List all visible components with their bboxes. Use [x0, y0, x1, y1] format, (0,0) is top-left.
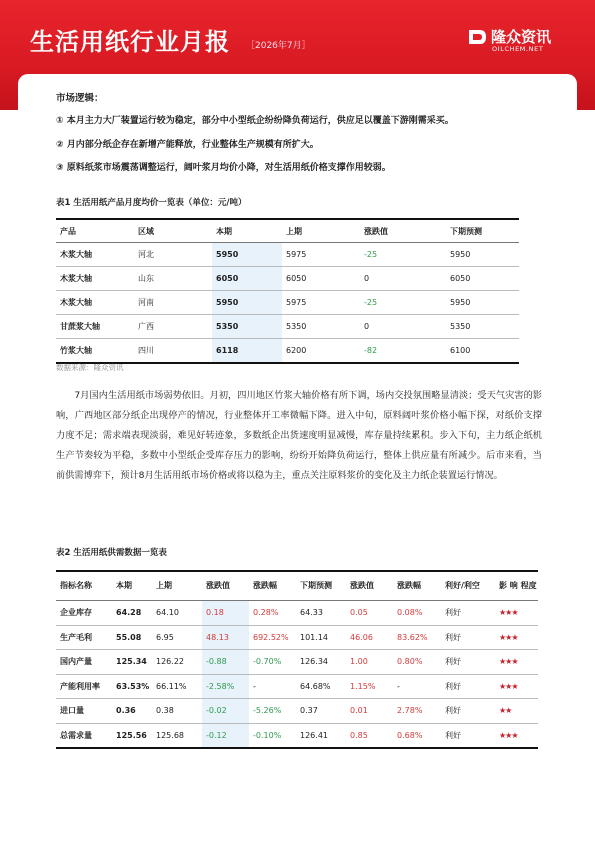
cell: 6050	[212, 267, 282, 291]
table-row	[56, 267, 519, 291]
cell: 山东	[134, 267, 212, 291]
cell: 0.18	[202, 601, 249, 626]
cell: 692.52%	[249, 625, 296, 650]
header-cell: 指标名称	[56, 571, 112, 601]
cell: 5350	[282, 315, 360, 339]
table-row	[56, 339, 519, 364]
cell: 0	[360, 267, 446, 291]
cell: 0.36	[112, 699, 152, 724]
cell: 0.38	[152, 699, 202, 724]
cell: 48.13	[202, 625, 249, 650]
cell: 木浆大轴	[56, 243, 134, 267]
cell: 125.68	[156, 730, 184, 740]
cell: 5950	[212, 243, 282, 267]
cell: 企业库存	[56, 601, 112, 626]
table-row	[56, 723, 538, 748]
cell: 6100	[450, 346, 471, 355]
report-date: ［2026年7月］	[246, 41, 311, 51]
table-row	[56, 674, 538, 699]
cell: 83.62%	[393, 625, 441, 650]
cell: 5350	[212, 315, 282, 339]
header-cell: 本期	[112, 571, 152, 601]
impact-stars: ★★★	[495, 625, 538, 650]
cell: 64.28	[112, 601, 152, 626]
cell: 总需求量	[60, 730, 92, 740]
cell: 126.34	[296, 650, 346, 675]
cell: 46.06	[346, 625, 393, 650]
cell: 101.14	[296, 625, 346, 650]
table-row	[56, 650, 538, 675]
cell: 64.68%	[296, 674, 346, 699]
cell: 利好	[445, 730, 461, 740]
cell: -0.02	[202, 699, 249, 724]
impact-stars: ★★★	[495, 674, 538, 699]
header-cell: 涨跌值	[346, 571, 393, 601]
header-cell: 本期	[212, 219, 282, 243]
cell: 126.41	[300, 730, 328, 740]
header-cell: 上期	[282, 219, 360, 243]
cell: -	[249, 674, 296, 699]
cell: 5950	[446, 291, 519, 315]
report-title: 生活用纸行业月报	[30, 28, 230, 56]
logo-text: 隆众资讯	[491, 28, 552, 46]
table-row	[56, 625, 538, 650]
cell: 6200	[286, 346, 307, 355]
table-row	[56, 315, 519, 339]
table-row	[56, 243, 519, 267]
cell: 竹浆大轴	[60, 346, 92, 355]
cell: 5975	[282, 243, 360, 267]
cell: 5950	[446, 243, 519, 267]
cell: 木浆大轴	[56, 267, 134, 291]
cell: 126.22	[152, 650, 202, 675]
cell: 利好	[441, 601, 495, 626]
cell: 6050	[446, 267, 519, 291]
cell: 0.01	[346, 699, 393, 724]
cell: 0.68%	[397, 730, 423, 740]
header-cell: 利好/利空	[441, 571, 495, 601]
cell: 生产毛利	[56, 625, 112, 650]
cell: -25	[360, 243, 446, 267]
header-cell: 涨跌值	[360, 219, 446, 243]
header-cell: 涨跌幅	[393, 571, 441, 601]
cell: 1.00	[346, 650, 393, 675]
cell: -2.58%	[202, 674, 249, 699]
impact-stars: ★★★	[495, 650, 538, 675]
table-header-row	[56, 571, 538, 601]
cell: 6050	[282, 267, 360, 291]
cell: 2.78%	[393, 699, 441, 724]
logic-item: ② 月内部分纸企存在新增产能释放，行业整体生产规模有所扩大。	[56, 140, 319, 150]
table1-caption: 表1 生活用纸产品月度均价一览表（单位：元/吨）	[56, 198, 247, 208]
cell: -25	[360, 291, 446, 315]
cell: -0.88	[202, 650, 249, 675]
cell: 64.33	[296, 601, 346, 626]
table-row	[56, 699, 538, 724]
logic-item: ③ 原料纸浆市场震荡调整运行，阔叶浆月均价小降，对生活用纸价格支撑作用较弱。	[56, 163, 391, 173]
price-table	[56, 218, 519, 364]
cell: 0.37	[296, 699, 346, 724]
cell: 河北	[134, 243, 212, 267]
header-cell: 影 响 程度	[495, 571, 538, 601]
logo-mark-icon	[466, 26, 488, 48]
cell: 广西	[134, 315, 212, 339]
cell: 利好	[441, 674, 495, 699]
table-header-row	[56, 219, 519, 243]
impact-stars: ★★★	[495, 601, 538, 626]
cell: 55.08	[112, 625, 152, 650]
cell: 125.56	[116, 730, 147, 740]
cell: 进口量	[56, 699, 112, 724]
header-cell: 涨跌值	[202, 571, 249, 601]
cell: 125.34	[112, 650, 152, 675]
cell: -	[393, 674, 441, 699]
cell: 5350	[446, 315, 519, 339]
market-summary: 7月国内生活用纸市场弱势依旧。月初，四川地区竹浆大轴价格有所下调，场内交投氛围略显清淡；受天气灾害的影响，广西地区部分纸企出现停产的情况，行业整体开工率微幅下降。进入中旬，原料阔叶浆价格小幅下探，对纸价支撑力度不足；需求端表现淡弱，难见好转迹象，多数纸企出货速度明显减慢，库存量持续累积。步入下旬，主力纸企纸机生产节奏较为平稳，多数中小型纸企受库存压力的影响，纷纷开始降负荷运行，整体上供应量有所减少。后市来看，当前供需博弈下，预计8月生活用纸市场价格或将以稳为主，重点关注原料浆价的变化及主力纸企装置运行情况。	[56, 390, 542, 481]
cell: 0.85	[350, 730, 368, 740]
header-cell: 下期预测	[446, 219, 519, 243]
cell: 利好	[441, 650, 495, 675]
header-cell: 涨跌幅	[249, 571, 296, 601]
header-cell: 产品	[56, 219, 134, 243]
cell: 5950	[212, 291, 282, 315]
logic-heading: 市场逻辑：	[56, 93, 104, 104]
cell: 产能利用率	[56, 674, 112, 699]
supply-demand-table	[56, 570, 538, 749]
cell: 四川	[138, 346, 154, 355]
cell: 0.80%	[393, 650, 441, 675]
impact-stars: ★★	[495, 699, 538, 724]
cell: 64.10	[152, 601, 202, 626]
cell: 国内产量	[56, 650, 112, 675]
logic-item: ① 本月主力大厂装置运行较为稳定，部分中小型纸企纷纷降负荷运行，供应足以覆盖下游刚需采买。	[56, 116, 454, 126]
cell: 66.11%	[152, 674, 202, 699]
cell: 利好	[441, 699, 495, 724]
impact-stars: ★★★	[499, 730, 518, 740]
cell: 63.53%	[112, 674, 152, 699]
cell: 0	[360, 315, 446, 339]
cell: 5975	[282, 291, 360, 315]
cell: 利好	[441, 625, 495, 650]
cell: -5.26%	[249, 699, 296, 724]
cell: 甘蔗浆大轴	[56, 315, 134, 339]
cell: -0.70%	[249, 650, 296, 675]
header-cell: 下期预测	[296, 571, 346, 601]
table-row	[56, 291, 519, 315]
cell: 0.28%	[249, 601, 296, 626]
cell: 河南	[134, 291, 212, 315]
cell: -0.10%	[253, 730, 282, 740]
logo-subtext: OILCHEM.NET	[492, 45, 544, 53]
header-cell: 区域	[134, 219, 212, 243]
data-source: 数据来源：隆众资讯	[56, 363, 124, 372]
cell: 木浆大轴	[56, 291, 134, 315]
cell: 6.95	[152, 625, 202, 650]
header-cell: 上期	[152, 571, 202, 601]
cell: -82	[364, 346, 378, 355]
cell: 6118	[212, 339, 282, 364]
cell: 1.15%	[346, 674, 393, 699]
table-row	[56, 601, 538, 626]
cell: 0.08%	[393, 601, 441, 626]
cell: -0.12	[202, 723, 249, 748]
cell: 0.05	[346, 601, 393, 626]
table2-caption: 表2 生活用纸供需数据一览表	[56, 548, 167, 558]
